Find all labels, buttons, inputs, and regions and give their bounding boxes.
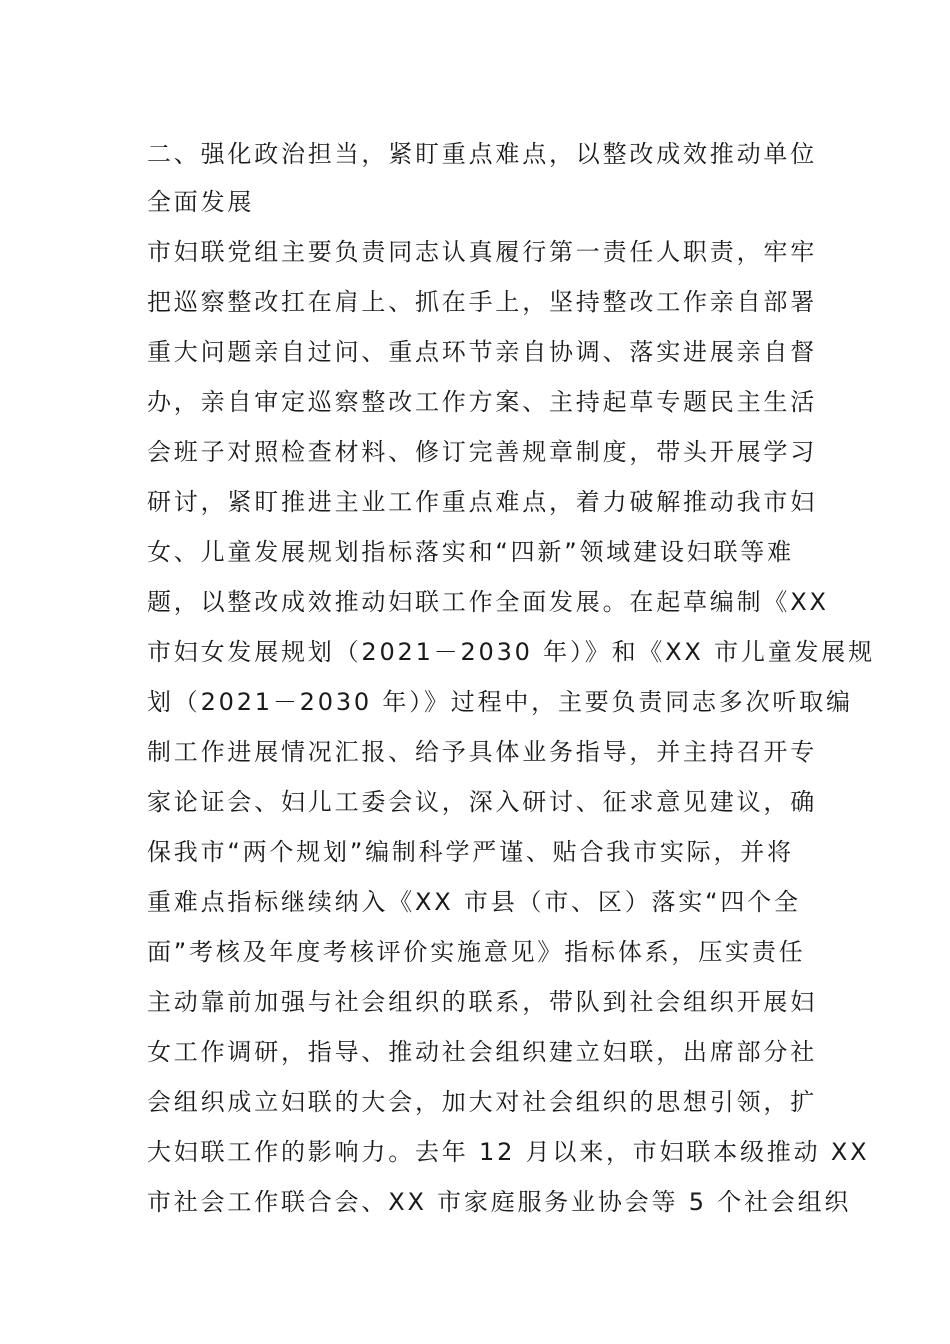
body-text-line: 保我市“两个规划”编制科学严谨、贴合我市实际，并将 <box>147 838 794 866</box>
section-heading-line-2: 全面发展 <box>147 188 255 216</box>
section-heading-line-1: 二、强化政治担当，紧盯重点难点，以整改成效推动单位 <box>147 140 817 168</box>
body-text-line: 大妇联工作的影响力。去年 12 月以来，市妇联本级推动 XX <box>147 1138 870 1166</box>
body-text-line: 重大问题亲自过问、重点环节亲自协调、落实进展亲自督 <box>147 338 817 366</box>
body-text-line: 主动靠前加强与社会组织的联系，带队到社会组织开展妇 <box>147 988 817 1016</box>
body-text-line: 女、儿童发展规划指标落实和“四新”领域建设妇联等难 <box>147 538 794 566</box>
body-text-line: 女工作调研，指导、推动社会组织建立妇联，出席部分社 <box>147 1038 817 1066</box>
body-text-line: 会组织成立妇联的大会，加大对社会组织的思想引领，扩 <box>147 1088 817 1116</box>
body-text-line: 面”考核及年度考核评价实施意见》指标体系，压实责任 <box>147 938 806 966</box>
body-text-line: 题，以整改成效推动妇联工作全面发展。在起草编制《XX <box>147 588 829 616</box>
body-text-line: 划（2021－2030 年）》过程中，主要负责同志多次听取编 <box>147 688 853 716</box>
body-text-line: 会班子对照检查材料、修订完善规章制度，带头开展学习 <box>147 438 817 466</box>
body-text-line: 市妇女发展规划（2021－2030 年）》和《XX 市儿童发展规 <box>147 638 875 666</box>
body-text-line: 重难点指标继续纳入《XX 市县（市、区）落实“四个全 <box>147 888 801 916</box>
body-text-line: 家论证会、妇儿工委会议，深入研讨、征求意见建议，确 <box>147 788 817 816</box>
body-text-line: 市社会工作联合会、XX 市家庭服务业协会等 5 个社会组织 <box>147 1188 852 1216</box>
body-text-line: 市妇联党组主要负责同志认真履行第一责任人职责，牢牢 <box>147 238 817 266</box>
body-text-line: 办，亲自审定巡察整改工作方案、主持起草专题民主生活 <box>147 388 817 416</box>
body-text-line: 制工作进展情况汇报、给予具体业务指导，并主持召开专 <box>147 738 817 766</box>
body-text-line: 把巡察整改扛在肩上、抓在手上，坚持整改工作亲自部署 <box>147 288 817 316</box>
body-text-line: 研讨，紧盯推进主业工作重点难点，着力破解推动我市妇 <box>147 488 817 516</box>
